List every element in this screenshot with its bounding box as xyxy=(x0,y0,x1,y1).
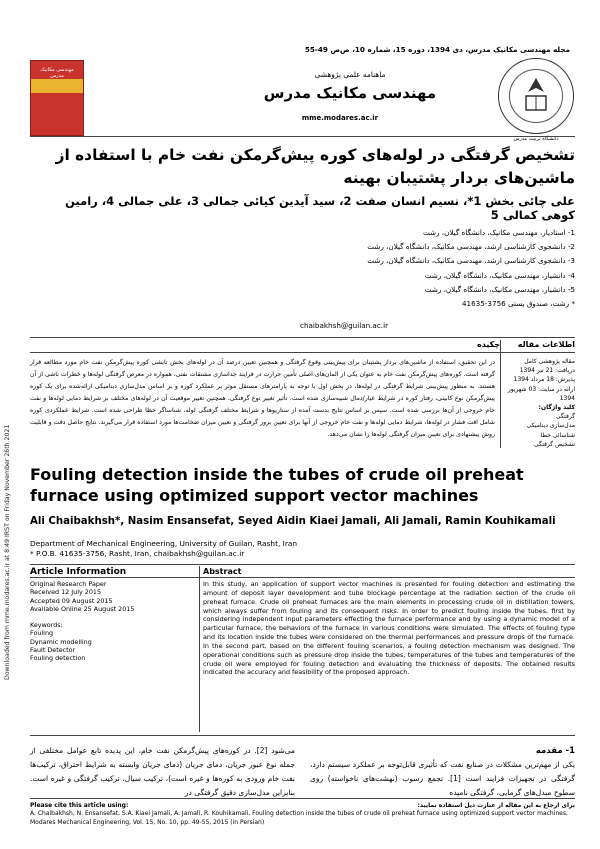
affiliation-line: 5- دانشیار، مهندسی مکانیک، دانشگاه گیلان، رشت xyxy=(424,284,575,294)
logo-emblem xyxy=(509,69,563,123)
en-accepted: Accepted 09 August 2015 xyxy=(30,596,113,605)
fa-abstract-heading: چکیده xyxy=(476,340,500,349)
en-article-type: Original Research Paper xyxy=(30,580,107,588)
download-stamp xyxy=(0,120,20,680)
university-logo xyxy=(498,58,574,142)
en-online: Available Online 25 August 2015 xyxy=(30,604,135,613)
fa-info-heading: اطلاعات مقاله xyxy=(517,340,575,349)
en-info-heading: Article Information xyxy=(30,567,127,577)
en-keyword: Fouling xyxy=(30,629,54,638)
affiliation-line: 1- استادیار، مهندسی مکانیک، دانشگاه گیلان، رشت xyxy=(422,228,575,237)
english-authors: Ali Chaibakhsh*, Nasim Ensansefat, Seyed Aidin Kiaei Jamali, Ali Jamali, Ramin Kouhikamali xyxy=(30,516,556,527)
fa-box-header-rule xyxy=(30,352,575,353)
intro-paragraph: یکی از مهم‌ترین مشکلات در صنایع نفت که تأثیری قابل‌توجه بر عملکرد سیستم دارد، گرفتگی در تجهیزات فرایند است [1]. تجمع رسوب (نهشت‌های ناخواسته) روی سطوح مبدل‌های گرمایی، گرفتگی نامیده xyxy=(310,760,575,797)
affiliation-line: 3- دانشجوی کارشناسی ارشد، مهندسی مکانیک، دانشگاه گیلان، رشت xyxy=(367,256,575,266)
cite-en-label: Please cite this article using: xyxy=(30,802,129,809)
persian-affiliations xyxy=(150,226,575,311)
fa-info-line: ارائه در سایت: 03 شهریور 1394 xyxy=(507,385,575,402)
english-affiliation xyxy=(30,539,297,559)
en-keywords-label: Keywords: xyxy=(30,621,63,630)
english-title: Fouling detection inside the tubes of crude oil preheat furnace using optimized support vector machines xyxy=(30,465,524,505)
body-top-rule xyxy=(30,735,575,736)
persian-email-link[interactable]: chaibakhsh@guilan.ac.ir xyxy=(300,321,389,330)
fa-info-line: مقاله پژوهشی کامل xyxy=(524,358,575,365)
en-received: Received 12 July 2015 xyxy=(30,588,102,597)
en-info-box xyxy=(30,580,195,663)
footer-rule xyxy=(30,798,575,799)
header-citation: مجله مهندسی مکانیک مدرس، دی 1394، دوره 15، شماره 10، ص‌ص 49-55 xyxy=(304,45,570,54)
en-box-top-rule xyxy=(30,564,575,565)
english-po-box: * P.O.B. 41635-3756, Rasht, Iran, chaibakhsh@guilan.ac.ir xyxy=(30,549,245,558)
english-department: Department of Mechanical Engineering, University of Guilan, Rasht, Iran xyxy=(30,539,298,548)
cite-fa-label: برای ارجاع به این مقاله از عبارت ذیل استفاده نمایید: xyxy=(417,802,575,809)
persian-abstract: در این تحقیق، استفاده از ماشین‌های بردار پشتیبان برای پیش‌بینی وقوع گرفتگی و همچنین تعیین درصد آن در لوله‌های بخش تابشی کوره پیش‌گرمکن نفت خام مورد مطالعه قرار گرفته است. کوره‌های پیش‌گرمکن نفت خام به عنوان یکی از المان‌های اصلی تأمین حرارت در فرایند جداسازی مشتقات نفتی، همواره در معرض گرفتگی لوله‌ها و خطرات ناشی از آن هستند. به منظور پیش‌بینی شرایط گرفتگی در لوله‌ها، در بخش اول با توجه به پارامترهای مستقل موثر بر عملکرد کوره و بر اساس مدل‌سازی دینامیکی ارائه‌شده برای یک کوره پیش‌گرمکن نوع کابینی، رفتار کوره در شرایط عیار/دمال شبیه‌سازی شده است. تأثیر تغییر نوع گرفتگی، همچنین تغییر موقعیت آن در لوله‌های مختلف بر شرایط دمایی لوله‌ها و نفت خام خروجی از آن‌ها بررسی شده است. سپس بر اساس نتایج بدست آمده از سناریوها و شرایط مختلف گرفتگی لوله، شناساگر خطا طراحی شده است. شرایط عملکردی کوره شامل افت فشار در لوله‌ها، شرایط دمایی لوله‌ها و نفت خام خروجی از آنها برای تعیین بروز گرفتگی و تعیین میزان ضخامت‌ها مورد استفاده قرار می‌گیرند. نتایج حاصل دقت و قابلیت روش پیشنهادی برای تعیین میزان گرفتگی لوله‌ها را نشان می‌دهد. xyxy=(30,359,495,438)
en-abstract-heading: Abstract xyxy=(203,567,242,576)
persian-title: تشخیص گرفتگی در لوله‌های کوره پیش‌گرمکن نفت خام با استفاده از ماشین‌های بردار پشتیبان بهینه xyxy=(55,146,575,187)
download-stamp-text: Downloaded from mme.modares.ac.ir at 8:49 IRST on Friday November 26th 2021 xyxy=(4,424,11,680)
fa-keyword: شناسائی خطا xyxy=(540,431,575,439)
journal-subtitle: ماهنامه علمی پژوهشی xyxy=(314,70,386,79)
journal-name: مهندسی مکانیک مدرس xyxy=(263,84,437,102)
logo-caption: دانشگاه تربیت مدرس xyxy=(513,136,559,142)
affiliation-line: 2- دانشجوی کارشناسی ارشد، مهندسی مکانیک، دانشگاه گیلان، رشت xyxy=(367,242,575,252)
fa-info-line: دریافت: 21 تیر 1394 xyxy=(519,367,575,375)
en-box-header-rule xyxy=(30,577,575,578)
cite-en-text: A. Chaibakhsh, N. Ensansefat, S.A. Kiaei Jamali, A. Jamali, R. Kouhikamali, Fouling detection inside the tubes of crude oil preheat furnace using optimized support vector machines, Modares Mechanical Engineering, Vol. 15, No. 10, pp. 49-55, 2015 (in Persian) xyxy=(30,810,568,826)
en-keyword: Fouling detection xyxy=(30,654,86,663)
journal-cover-image xyxy=(30,60,84,136)
header-divider xyxy=(30,136,575,137)
intro-column-left: می‌شود [2]. در کوره‌های پیش‌گرمکن نفت خام، این پدیده تابع عوامل مختلفی از جمله نوع عبور جریان، دمای جریان (دمای جریان وابسته به شرایط احتراق، ترکیب‌ها نفت خام ورودی به کوره‌ها و غیره است)، ترکیب سیال، ترکیب گرفتگی و غیره است. بنابراین مدل‌سازی دقیق گرفتگی در xyxy=(30,746,295,797)
citation-footer xyxy=(30,802,575,827)
en-box-separator xyxy=(199,566,200,732)
en-keyword: Dynamic modelling xyxy=(30,637,92,646)
english-abstract: In this study, an application of support vector machines is presented for fouling detection and estimating the amount of deposit layer development and tube blockage percentage at the radiation section of the crude oil preheat furnace. Crude oil preheat furnaces are the main elements in processing crude oil in distillation towers, which always suffer from fouling and its consequent risks. In order to predict fouling inside the tubes, first by considering independent input parameters effecting the furnace performance and by using a dynamic model of a particular furnace, the behaviors of the furnace in various conditions were simulated. The effects of fouling type and its location inside the tubes were considered on the thermal performances and pressure drops of the furnace. In the second part, based on the different fouling scenarios, a fouling detection mechanism was designed. The operational conditions such as pressure drop inside the tubes, temperatures of the tubes and temperatures of the crude oil were employed for fouling detection and evaluating the thickness of deposits. The obtained results indicated the accuracy and feasibility of the proposed approach. xyxy=(203,580,575,677)
fa-box-separator xyxy=(500,340,501,448)
fa-keyword: تشخیص گرفتگی xyxy=(533,440,575,448)
affiliation-line: * رشت، صندوق پستی 3756-41635 xyxy=(461,299,575,309)
intro-heading: 1- مقدمه xyxy=(535,746,575,756)
fa-info-line: پذیرش: 18 مرداد 1394 xyxy=(513,376,575,384)
fa-keyword: گرفتگی xyxy=(555,413,575,421)
persian-authors: علی چائی بخش 1*، نسیم انسان صفت 2، سید آیدین کیائی جمالی 3، علی جمالی 4، رامین کوهی کمالی 5 xyxy=(65,194,575,222)
cover-title: مهندسی مکانیک مدرس xyxy=(40,67,74,79)
cover-band xyxy=(31,79,83,93)
fa-info-box xyxy=(503,357,575,449)
affiliation-line: 4- دانشیار، مهندسی مکانیک، دانشگاه گیلان، رشت xyxy=(424,270,575,280)
journal-website-link[interactable]: mme.modares.ac.ir xyxy=(301,114,379,122)
en-keyword: Fault Detector xyxy=(30,646,76,655)
intro-column-right xyxy=(310,744,575,800)
fa-keyword: مدل‌سازی دینامیکی xyxy=(526,422,575,430)
fa-keywords-label: کلید واژگان: xyxy=(538,404,575,412)
logo-emblem-icon xyxy=(510,70,562,122)
fa-box-top-rule xyxy=(30,337,575,338)
